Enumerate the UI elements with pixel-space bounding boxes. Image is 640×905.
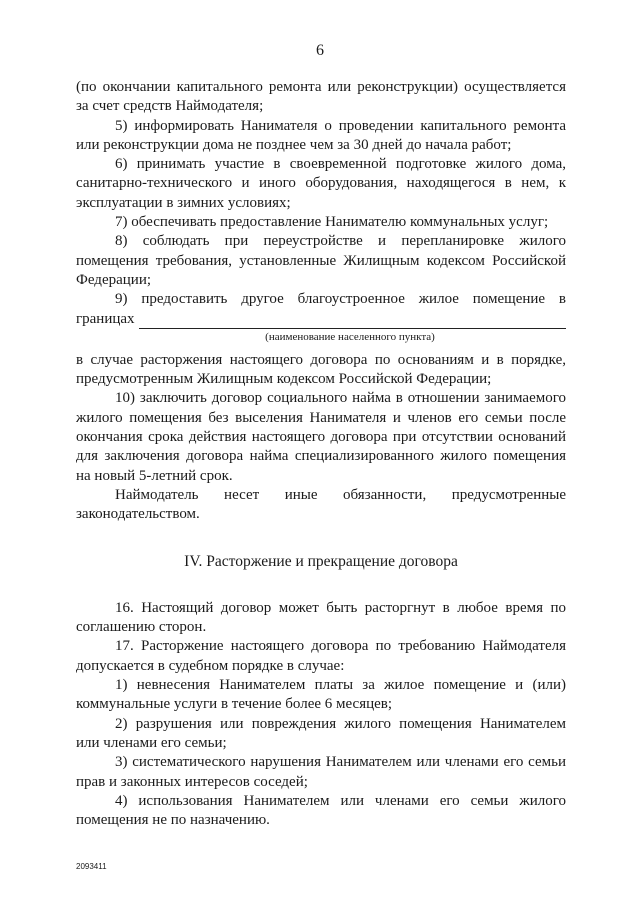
paragraph-line: прав и законных интересов соседей; [76,773,308,790]
paragraph-line: 1) невнесения Нанимателем платы за жилое помещение и (или) [115,677,566,694]
paragraph-line: 2) разрушения или повреждения жилого помещения Нанимателем [115,715,566,732]
paragraph-group-top [76,78,566,310]
paragraph [76,792,566,831]
document-code: 2093411 [76,862,107,871]
paragraph [76,753,566,792]
paragraph-line: или членами его семьи; [76,734,227,751]
paragraph [76,351,566,390]
paragraph [76,232,566,290]
paragraph-line: допускается в судебном порядке в случае: [76,657,345,674]
paragraph-line: (по окончании капитального ремонта или реконструкции) осуществляется [76,79,566,95]
page-number: 6 [316,42,324,59]
paragraph-line: в случае расторжения настоящего договора по основаниям и в порядке, [76,351,566,368]
paragraph-line: 8) соблюдать при переустройстве и перепланировке жилого [115,233,566,250]
paragraph-line: помещения требования, установленные Жилищным кодексом Российской [76,252,566,269]
paragraph-line: Наймодатель несет иные обязанности, предусмотренные [115,486,566,503]
paragraph-line: 6) принимать участие в своевременной подготовке жилого дома, [115,156,566,173]
document-body [76,78,566,830]
paragraph [76,78,566,117]
paragraph-line: для заключения договора найма специализированного жилого помещения [76,448,566,465]
paragraph-line: жилого помещения без выселения Нанимателя и членов его семьи после [76,409,566,426]
paragraph-line: 9) предоставить другое благоустроенное жилое помещение в [115,291,566,308]
section-heading: IV. Расторжение и прекращение договора [184,552,458,570]
paragraph-line: 5) информировать Нанимателя о проведении капитального ремонта [115,117,566,134]
paragraph [76,676,566,715]
paragraph [76,715,566,754]
paragraph-line: 16. Настоящий договор может быть расторгнут в любое время по [115,599,566,616]
paragraph-group-bottom [76,599,566,831]
paragraph [76,213,566,232]
paragraph-line: соглашению сторон. [76,619,207,636]
paragraph-line: на новый 5-летний срок. [76,467,233,484]
paragraph-line: окончания срока действия настоящего договора при отсутствии оснований [76,429,566,446]
paragraph [76,117,566,156]
paragraph [76,486,566,525]
paragraph-line: предусмотренным Жилищным кодексом Российской Федерации; [76,371,492,388]
paragraph-line: Федерации; [76,271,152,288]
paragraph-line: 7) обеспечивать предоставление Нанимателю коммунальных услуг; [115,214,549,231]
boundary-caption: (наименование населенного пункта) [265,330,435,343]
paragraph-group-middle [76,351,566,525]
paragraph [76,155,566,213]
fill-in-underline [139,314,566,329]
paragraph [76,599,566,638]
paragraph-line: или реконструкции дома не позднее чем за 30 дней до начала работ; [76,136,512,153]
boundary-line [76,310,566,329]
paragraph-line: за счет средств Наймодателя; [76,98,264,115]
paragraph-line: помещения не по назначению. [76,812,270,829]
paragraph-line: законодательством. [76,506,200,523]
boundary-label: границах [76,310,135,327]
paragraph-line: санитарно-технического и иного оборудования, находящегося в нем, к [76,175,566,192]
paragraph-line: 4) использования Нанимателем или членами его семьи жилого [115,792,566,809]
paragraph-line: коммунальные услуги в течение более 6 месяцев; [76,696,393,713]
paragraph [76,637,566,676]
paragraph [76,389,566,485]
paragraph-line: 17. Расторжение настоящего договора по требованию Наймодателя [115,638,566,655]
paragraph-line: 10) заключить договор социального найма в отношении занимаемого [115,390,566,407]
paragraph-line: 3) систематического нарушения Нанимателем или членами его семьи [115,754,566,771]
paragraph [76,290,566,309]
paragraph-line: эксплуатации в зимних условиях; [76,194,291,211]
